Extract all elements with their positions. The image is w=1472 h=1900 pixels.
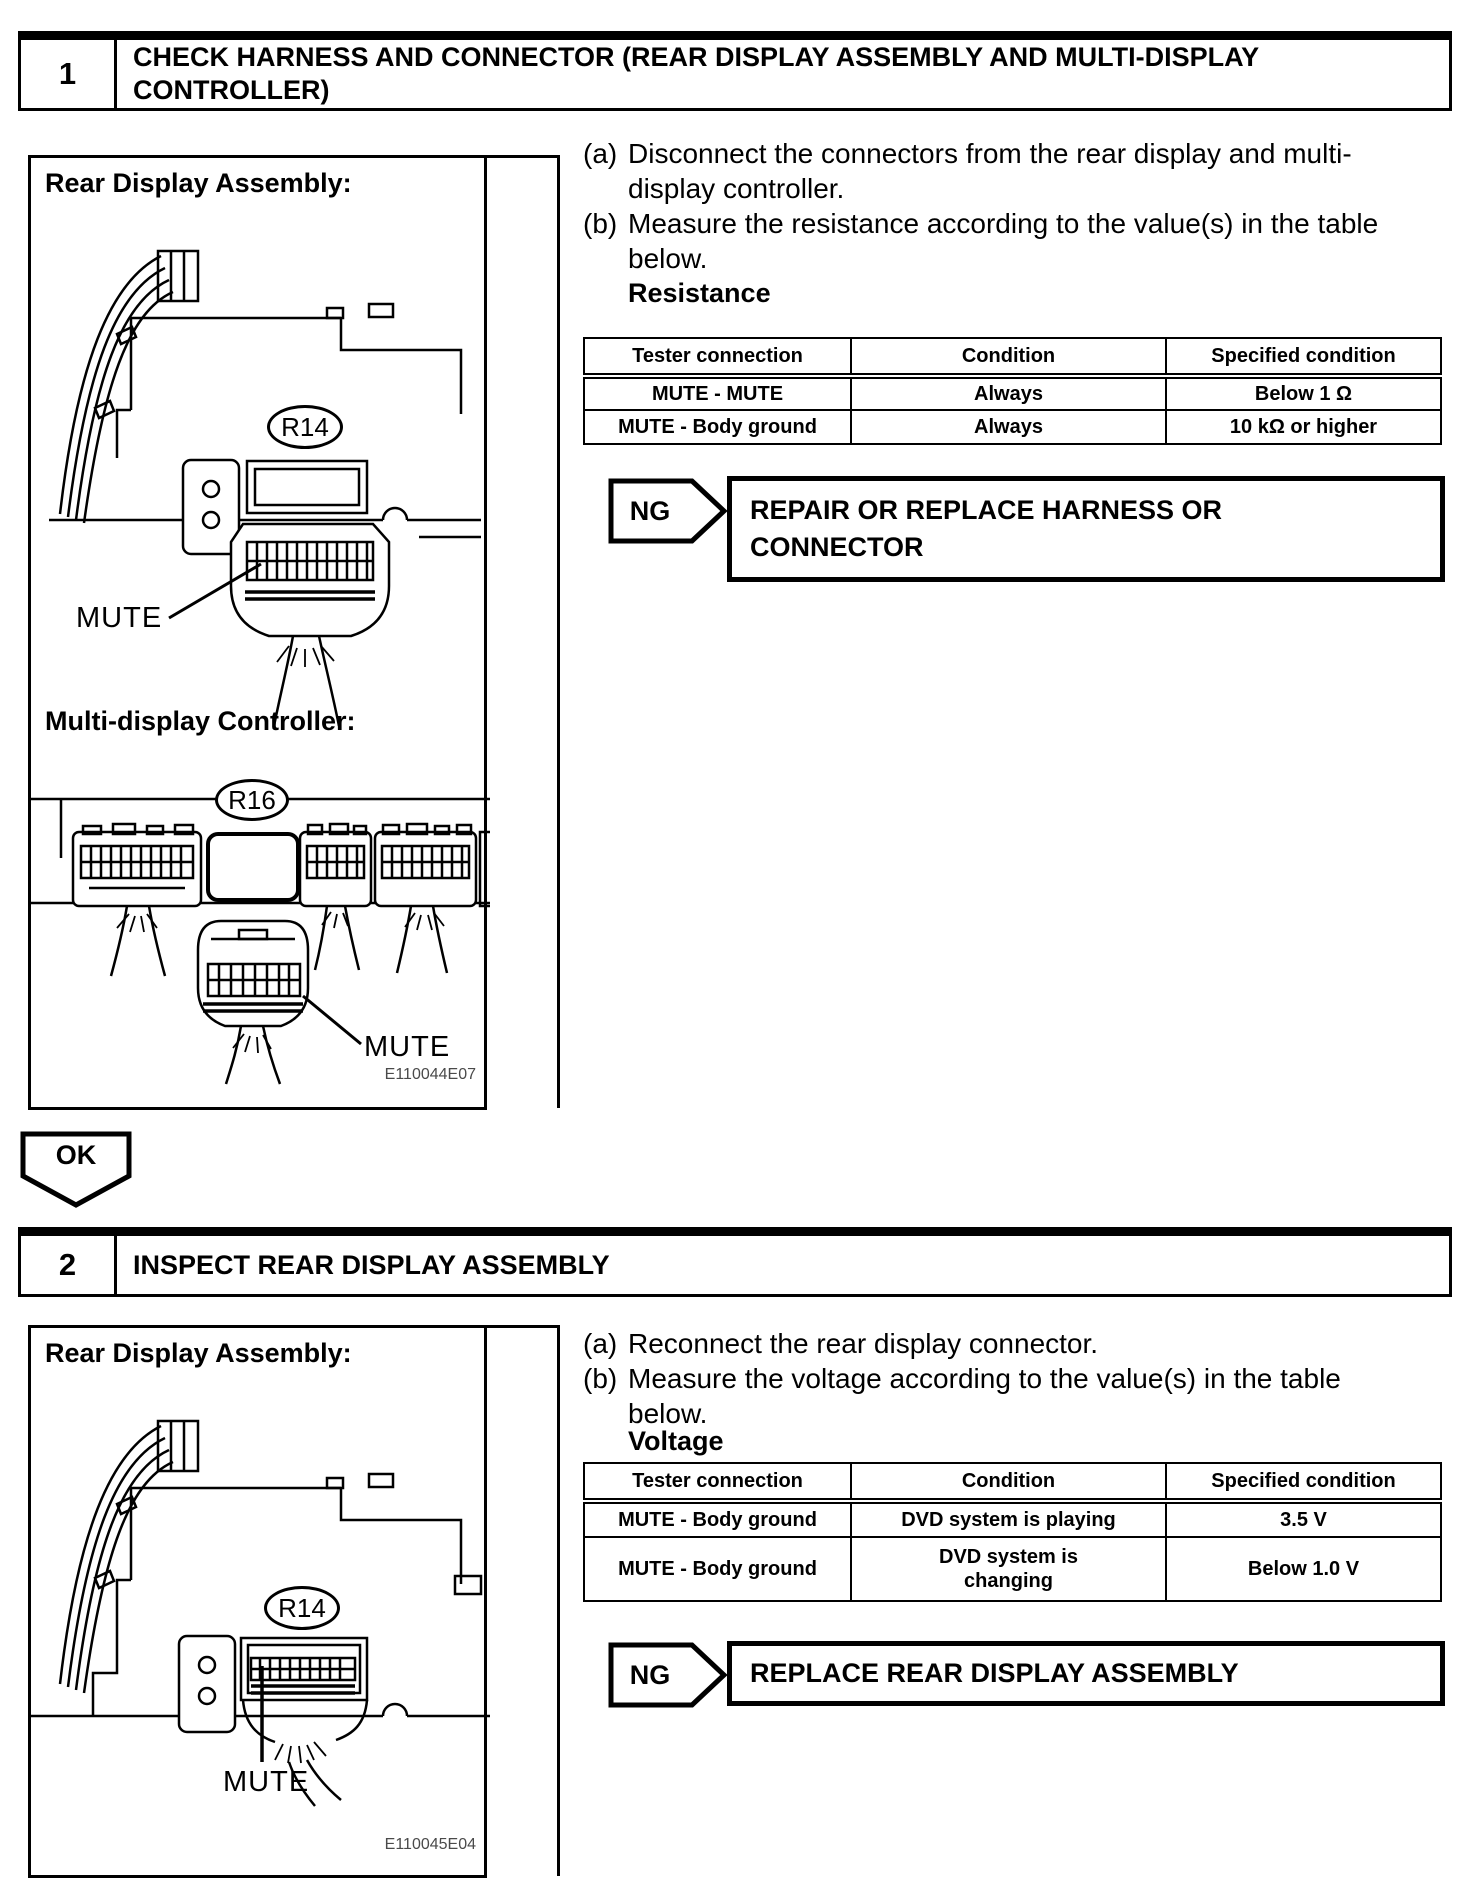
resistance-table	[583, 337, 1442, 445]
step1-title: CHECK HARNESS AND CONNECTOR (REAR DISPLAY ASSEMBLY AND MULTI-DISPLAY CONTROLLER)	[133, 42, 1259, 105]
table-row	[584, 1501, 1441, 1537]
instruction-item	[583, 1361, 1428, 1431]
step1-number: 1	[21, 40, 117, 108]
col-header-specified-condition: Specified condition	[1166, 1463, 1441, 1501]
instruction-marker: (a)	[583, 1328, 618, 1359]
figure1-heading-rear: Rear Display Assembly:	[45, 168, 352, 198]
step1-instructions	[583, 136, 1428, 276]
ok-label: OK	[55, 1139, 97, 1170]
figure2-code: E110045E04	[384, 1836, 476, 1853]
ng-label: NG	[629, 1659, 671, 1690]
cell-condition: DVD system is playing	[851, 1501, 1166, 1537]
ng-action-box	[727, 476, 1445, 582]
figure2-text-divider	[487, 1325, 560, 1876]
col-header-specified-condition: Specified condition	[1166, 338, 1441, 376]
connector-label-r14: R14	[267, 405, 343, 449]
cell-tester-connection: MUTE - MUTE	[584, 376, 851, 410]
figure1-heading-multi: Multi-display Controller:	[45, 706, 356, 736]
resistance-table-title: Resistance	[628, 278, 771, 308]
instruction-text: Measure the resistance according to the value(s) in the table below.	[628, 208, 1379, 274]
cell-specified-condition: Below 1 Ω	[1166, 376, 1441, 410]
mute-pin-label-multi: MUTE	[364, 1031, 451, 1063]
step2-number: 2	[21, 1236, 117, 1294]
step2-title: INSPECT REAR DISPLAY ASSEMBLY	[133, 1249, 610, 1280]
table-header-row	[584, 1463, 1441, 1501]
cell-condition: Always	[851, 410, 1166, 444]
step1-figure-box	[28, 155, 487, 1110]
step1-header	[18, 31, 1452, 111]
instruction-marker: (b)	[583, 1363, 618, 1394]
cell-tester-connection: MUTE - Body ground	[584, 1501, 851, 1537]
ng-action-text: REPAIR OR REPLACE HARNESS OR CONNECTOR	[750, 495, 1223, 562]
mute-pin-label: MUTE	[223, 1766, 310, 1798]
figure1-text-divider	[487, 155, 560, 1108]
mute-pin-label-rear: MUTE	[76, 602, 163, 634]
instruction-text: Disconnect the connectors from the rear display and multi-display controller.	[628, 138, 1352, 204]
instruction-text: Reconnect the rear display connector.	[628, 1328, 1099, 1359]
step2-header	[18, 1227, 1452, 1297]
cell-tester-connection: MUTE - Body ground	[584, 410, 851, 444]
instruction-marker: (b)	[583, 208, 618, 239]
connector-label-r16: R16	[215, 779, 289, 821]
ng-action-box	[727, 1641, 1445, 1706]
ng-action-text: REPLACE REAR DISPLAY ASSEMBLY	[750, 1658, 1239, 1688]
col-header-tester-connection: Tester connection	[584, 1463, 851, 1501]
ng-label: NG	[629, 495, 671, 526]
cell-specified-condition: 3.5 V	[1166, 1501, 1441, 1537]
figure2-heading-rear: Rear Display Assembly:	[45, 1338, 352, 1368]
cell-condition: Always	[851, 376, 1166, 410]
ok-flag	[20, 1131, 132, 1209]
instruction-marker: (a)	[583, 138, 618, 169]
ng-flag	[608, 478, 728, 544]
cell-condition-text: DVD system is changing	[939, 1546, 1078, 1592]
instruction-item	[583, 1326, 1428, 1361]
ng-flag	[608, 1642, 728, 1708]
cell-specified-condition: Below 1.0 V	[1166, 1537, 1441, 1601]
voltage-table-title: Voltage	[628, 1426, 724, 1456]
voltage-table	[583, 1462, 1442, 1602]
instruction-item	[583, 136, 1428, 206]
col-header-tester-connection: Tester connection	[584, 338, 851, 376]
instruction-text: Measure the voltage according to the value(s) in the table below.	[628, 1363, 1341, 1429]
instruction-item	[583, 206, 1428, 276]
cell-condition	[851, 1537, 1166, 1601]
table-row	[584, 1537, 1441, 1601]
cell-specified-condition: 10 kΩ or higher	[1166, 410, 1441, 444]
col-header-condition: Condition	[851, 1463, 1166, 1501]
figure1-code: E110044E07	[384, 1066, 476, 1083]
step2-figure-box	[28, 1325, 487, 1878]
col-header-condition: Condition	[851, 338, 1166, 376]
table-row	[584, 376, 1441, 410]
cell-tester-connection: MUTE - Body ground	[584, 1537, 851, 1601]
connector-label-r14: R14	[264, 1586, 340, 1630]
table-header-row	[584, 338, 1441, 376]
step2-instructions	[583, 1326, 1428, 1431]
table-row	[584, 410, 1441, 444]
